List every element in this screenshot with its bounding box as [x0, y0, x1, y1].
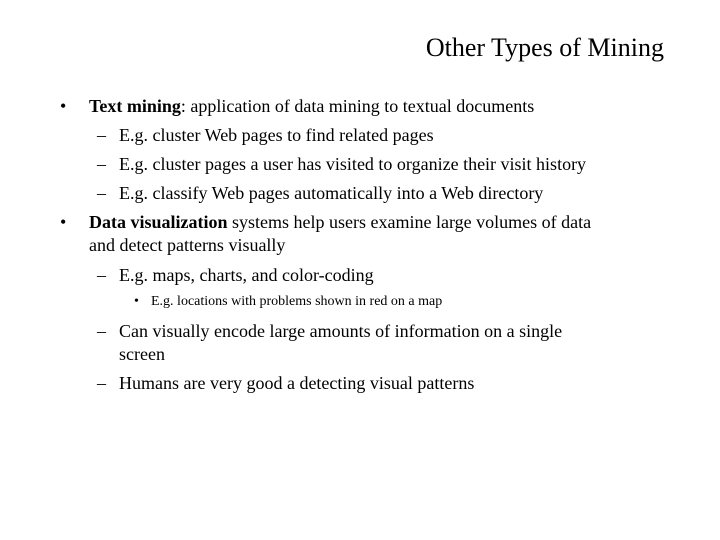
sub-bullet-cluster-visited-pages: E.g. cluster pages a user has visited to organize their visit history: [119, 154, 587, 174]
bullet-data-visualization-term: Data visualization: [89, 212, 228, 232]
sub-bullet-cluster-web-pages: E.g. cluster Web pages to find related pages: [119, 125, 434, 145]
bullet-data-visualization-cont: and detect patterns visually: [89, 235, 286, 255]
bullet-text-mining-term: Text mining: [89, 96, 181, 116]
bullet-text-mining-desc: : application of data mining to textual documents: [180, 96, 535, 116]
sub-bullet-marker: –: [97, 183, 106, 203]
bullet-data-visualization-desc: systems help users examine large volumes of data: [227, 212, 592, 232]
bullet-marker: •: [60, 96, 67, 116]
sub-bullet-marker: –: [97, 373, 106, 393]
sub-sub-bullet-marker: •: [134, 294, 139, 309]
bullet-marker: •: [60, 212, 67, 232]
slide-title: Other Types of Mining: [425, 33, 664, 62]
sub-bullet-marker: –: [97, 265, 106, 285]
sub-sub-bullet-red-locations: E.g. locations with problems shown in red on a map: [151, 294, 443, 309]
sub-bullet-encode-information: Can visually encode large amounts of information on a single: [119, 321, 563, 341]
sub-bullet-classify-web-pages: E.g. classify Web pages automatically into a Web directory: [119, 183, 544, 203]
sub-bullet-maps-charts: E.g. maps, charts, and color-coding: [119, 265, 374, 285]
sub-bullet-visual-patterns: Humans are very good a detecting visual patterns: [119, 373, 475, 393]
sub-bullet-marker: –: [97, 321, 106, 341]
sub-bullet-marker: –: [97, 154, 106, 174]
sub-bullet-encode-information-cont: screen: [119, 344, 165, 364]
bullet-data-visualization: [89, 211, 591, 233]
bullet-text-mining: [89, 95, 534, 117]
sub-bullet-marker: –: [97, 125, 106, 145]
